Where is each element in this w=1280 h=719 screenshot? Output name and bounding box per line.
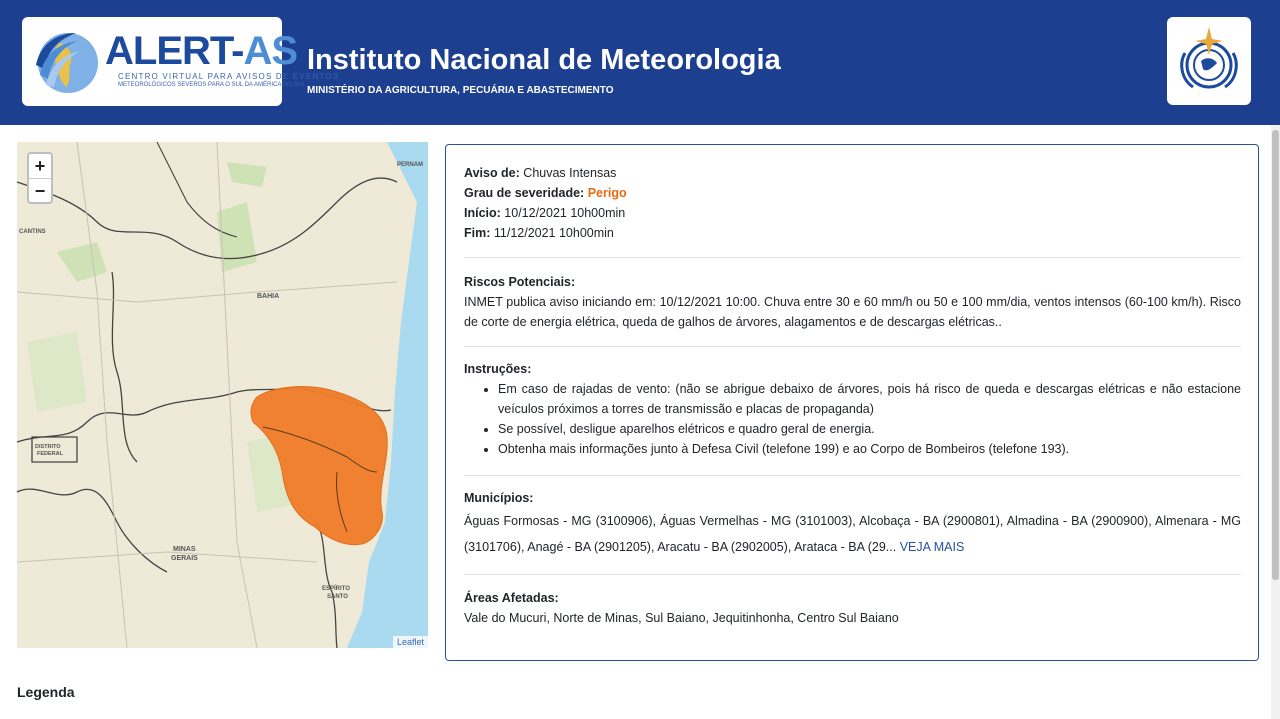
alert-as-logo[interactable] (22, 17, 340, 106)
divider (464, 257, 1241, 258)
map-label-pernam: PERNAM (397, 162, 424, 168)
map-tiles (17, 142, 428, 648)
list-item: • Obtenha mais informações junto à Defesa Civil (telefone 199) e ao Corpo de Bombeiros (telefone 193). (498, 439, 1241, 459)
municipios-title: Municípios: (464, 491, 534, 505)
municipios-section (464, 488, 1241, 560)
logo-subtitle-1: CENTRO VIRTUAL PARA AVISOS DE EVENTOS (118, 72, 340, 81)
map-label-santo: SANTO (327, 594, 348, 600)
page-title: Instituto Nacional de Meteorologia (307, 44, 781, 76)
municipios-text: Águas Formosas - MG (3100906), Águas Vermelhas - MG (3101003), Alcobaça - BA (2900801), Almadina - BA (2900900), Almenara - MG (3101706), Anagé - BA (2901205), Aracatu - BA (2902005), Arataca - BA (29... VEJA MAIS (464, 514, 1241, 554)
zoom-control (27, 152, 53, 204)
inicio-label: Início: (464, 206, 501, 220)
aviso-value: Chuvas Intensas (523, 166, 617, 180)
areas-section (464, 588, 1241, 628)
riscos-text: INMET publica aviso iniciando em: 10/12/2021 10:00. Chuva entre 30 e 60 mm/h ou 50 e 100 mm/dia, ventos intensos (60-100 km/h). Risco de corte de energia elétrica, queda de galhos de árvores, alagamentos e de descargas elétricas.. (464, 295, 1241, 329)
logo-subtitle-2: METEOROLÓGICOS SEVEROS PARA O SUL DA AMÉRICA DO SUL (118, 82, 306, 88)
alert-map[interactable] (17, 142, 428, 648)
instrucoes-section (464, 359, 1241, 459)
instrucoes-list (464, 379, 1241, 459)
leaflet-attribution-link[interactable]: Leaflet (393, 636, 428, 648)
list-item: • Em caso de rajadas de vento: (não se abrigue debaixo de árvores, pois há risco de queda e descargas elétricas e não estacione veículos próximos a torres de transmissão e placas de propaganda) (498, 379, 1241, 419)
areas-title: Áreas Afetadas: (464, 591, 559, 605)
divider (464, 346, 1241, 347)
alert-summary (464, 163, 1241, 243)
severity-value: Perigo (587, 186, 627, 200)
map-label-federal: FEDERAL (37, 451, 63, 457)
legend-heading: Legenda (17, 684, 75, 700)
areas-text: Vale do Mucuri, Norte de Minas, Sul Baiano, Jequitinhonha, Centro Sul Baiano (464, 611, 899, 625)
instrucoes-title: Instruções: (464, 362, 532, 376)
scrollbar-thumb[interactable] (1272, 130, 1279, 580)
wmo-logo[interactable] (1167, 17, 1251, 105)
divider (464, 475, 1241, 476)
fim-value: 11/12/2021 10h00min (493, 226, 614, 240)
wmo-emblem-icon (1167, 17, 1251, 105)
map-label-minas: MINAS (173, 546, 196, 553)
alert-details-card (445, 144, 1259, 661)
riscos-title: Riscos Potenciais: (464, 275, 576, 289)
divider (464, 574, 1241, 575)
veja-mais-link[interactable]: VEJA MAIS (899, 540, 965, 554)
zoom-in-button[interactable]: + (34, 156, 46, 176)
map-label-gerais: GERAIS (171, 555, 198, 562)
fim-label: Fim: (464, 226, 491, 240)
list-item: • Se possível, desligue aparelhos elétricos e quadro geral de energia. (498, 419, 1241, 439)
aviso-label: Aviso de: (464, 166, 520, 180)
inicio-value: 10/12/2021 10h00min (504, 206, 626, 220)
page-subtitle: MINISTÉRIO DA AGRICULTURA, PECUÁRIA E ABASTECIMENTO (307, 85, 614, 96)
grau-label: Grau de severidade: (464, 186, 585, 200)
globe-swirl-icon (30, 25, 102, 97)
riscos-section (464, 272, 1241, 332)
map-label-cantins: CANTINS (19, 229, 46, 235)
map-label-distrito: DISTRITO (35, 444, 61, 450)
map-label-espirito: ESPÍRITO (322, 586, 350, 592)
page-header (0, 0, 1280, 125)
logo-title: ALERT-AS (105, 29, 298, 73)
zoom-out-button[interactable]: − (29, 178, 51, 202)
map-label-bahia: BAHIA (257, 293, 280, 300)
